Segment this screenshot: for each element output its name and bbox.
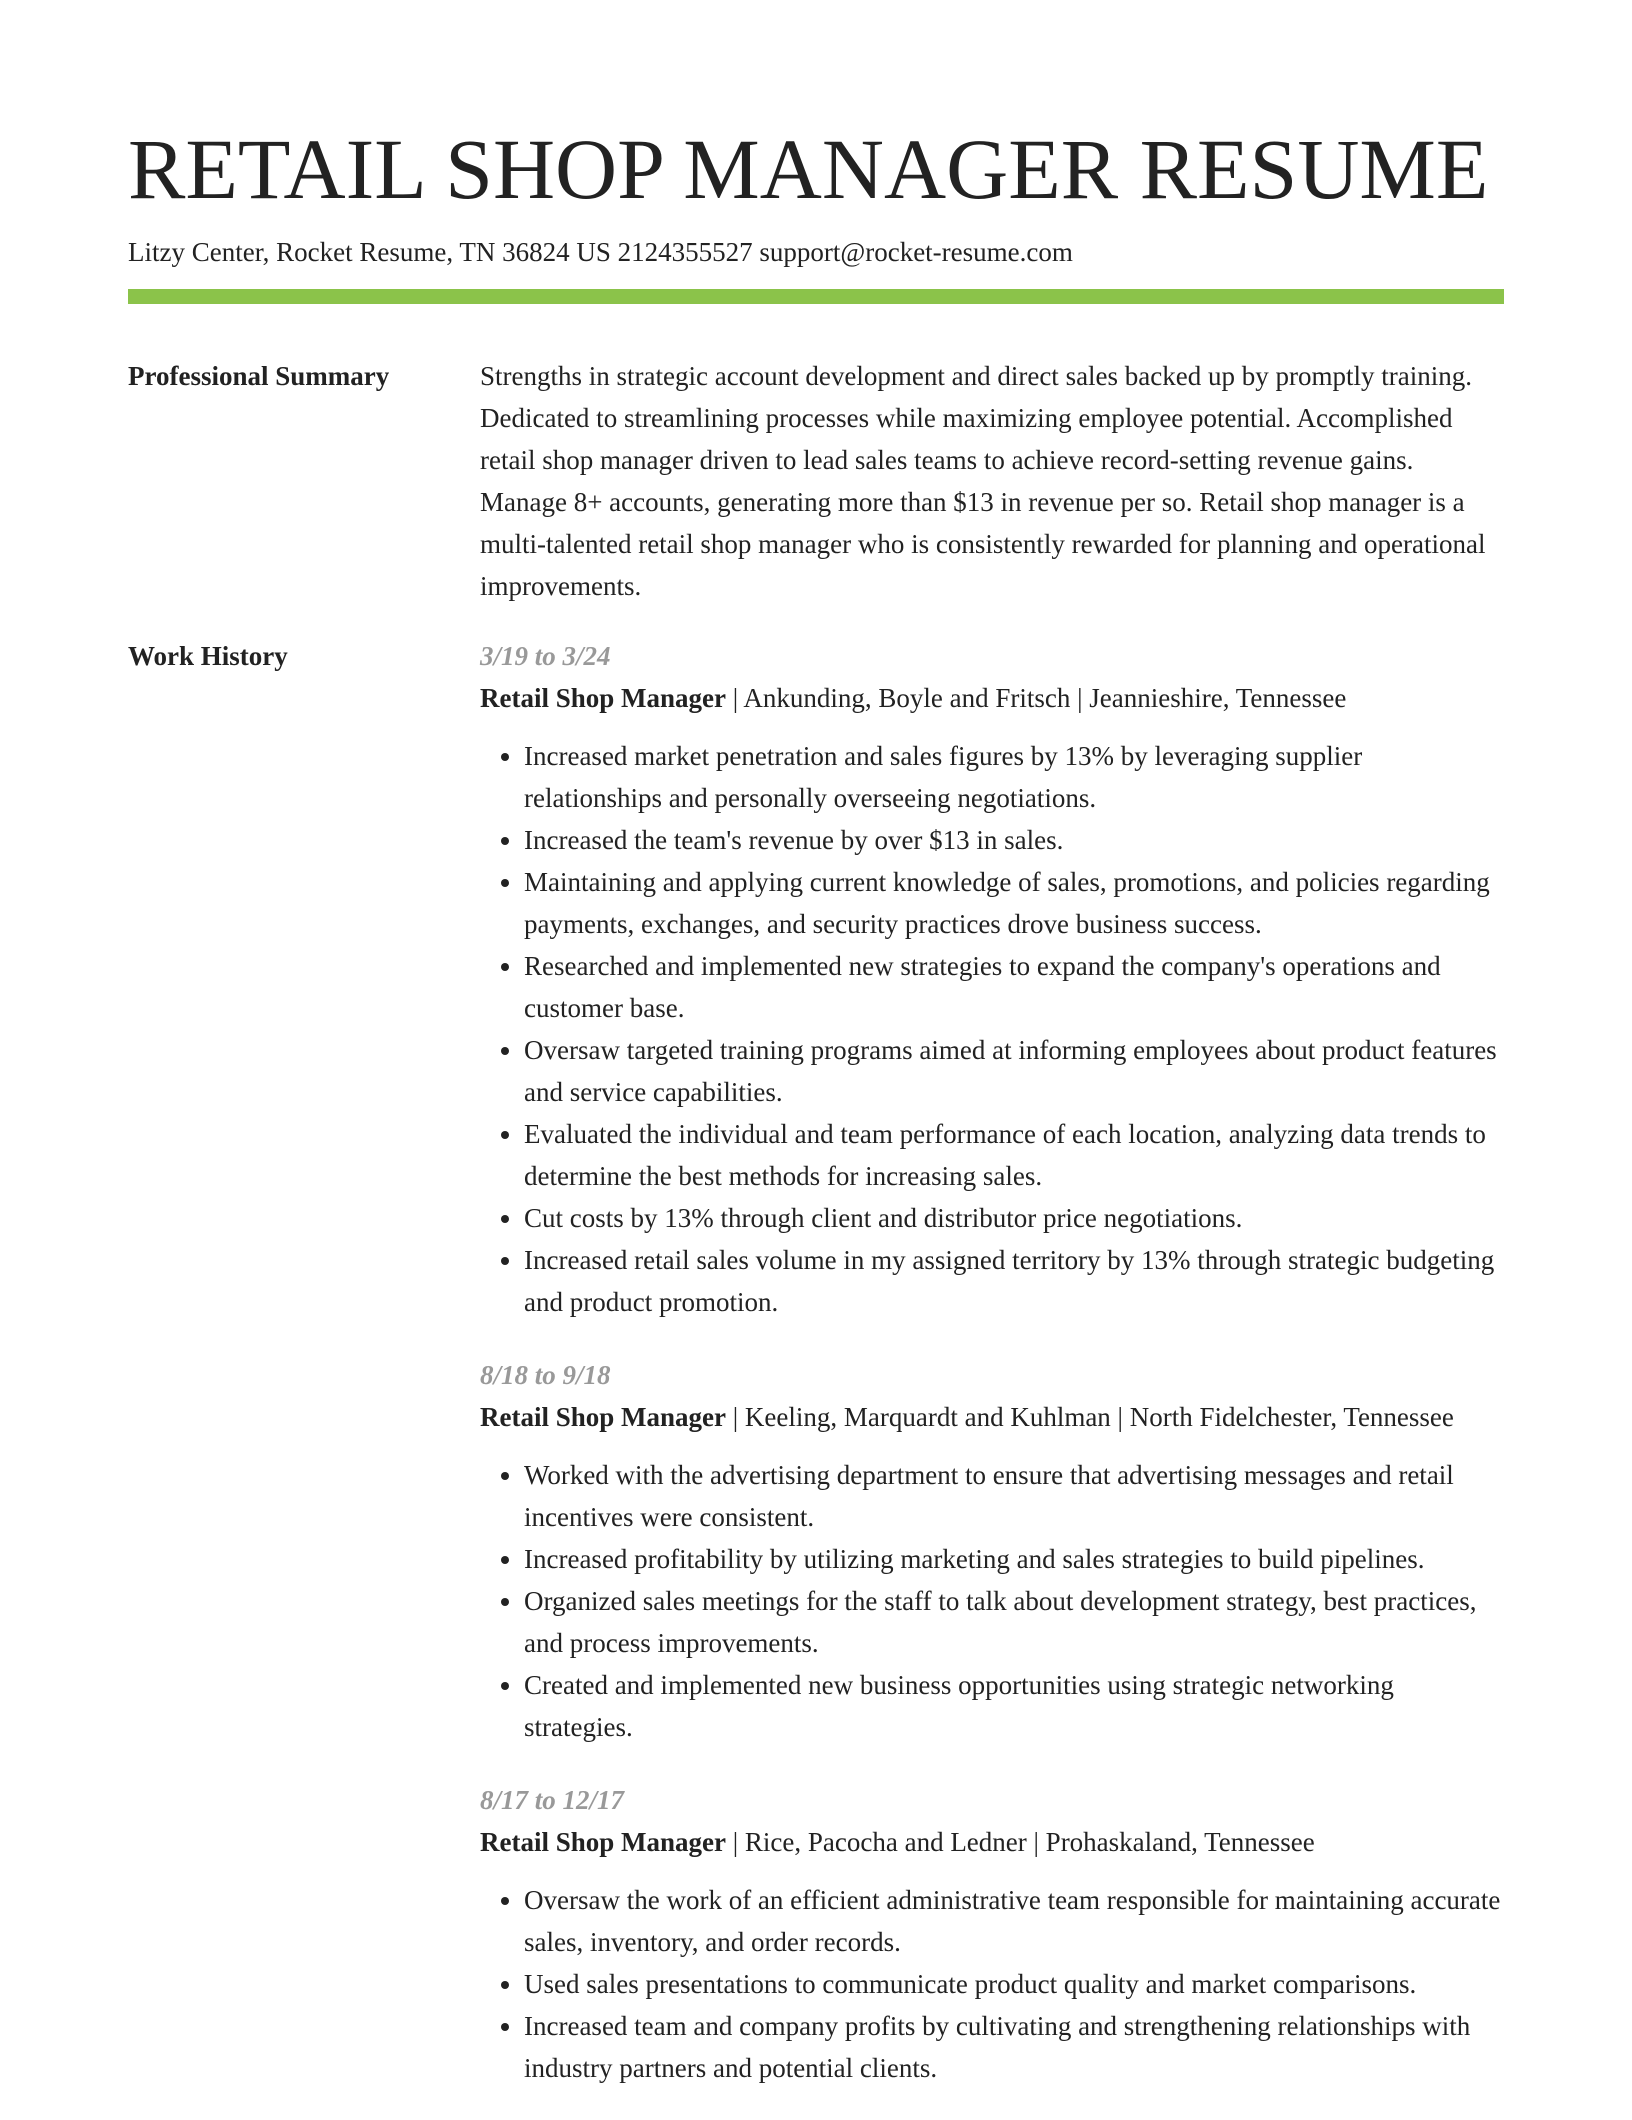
job-bullet: • Increased team and company profits by cultivating and strengthening relationships with industry partners and potential clients. (524, 2005, 1504, 2089)
job-employer-location: | Ankunding, Boyle and Fritsch | Jeannieshire, Tennessee (726, 683, 1347, 713)
job-bullet-list (480, 735, 1504, 1323)
work-history-heading: Work History (128, 641, 288, 671)
summary-heading: Professional Summary (128, 361, 390, 391)
job-bullet: • Evaluated the individual and team performance of each location, analyzing data trends to determine the best methods for increasing sales. (524, 1113, 1504, 1197)
job-employer-location: | Rice, Pacocha and Ledner | Prohaskaland, Tennessee (726, 1827, 1315, 1857)
job-entry (480, 1779, 1504, 2089)
job-bullet: • Created and implemented new business opportunities using strategic networking strategies. (524, 1664, 1504, 1748)
summary-section (128, 355, 1504, 607)
job-employer-location: | Keeling, Marquardt and Kuhlman | North Fidelchester, Tennessee (726, 1402, 1454, 1432)
job-entry (480, 1354, 1504, 1748)
work-history-body (480, 635, 1504, 2120)
job-bullet: • Increased retail sales volume in my assigned territory by 13% through strategic budgeting and product promotion. (524, 1239, 1504, 1323)
job-bullet: • Researched and implemented new strategies to expand the company's operations and customer base. (524, 945, 1504, 1029)
job-title: Retail Shop Manager (480, 1827, 726, 1857)
work-history-section (128, 635, 1504, 2120)
job-dates: 3/19 to 3/24 (480, 641, 611, 671)
summary-body (480, 355, 1504, 607)
job-bullet: • Maintaining and applying current knowledge of sales, promotions, and policies regarding payments, exchanges, and security practices drove business success. (524, 861, 1504, 945)
job-bullet: • Increased market penetration and sales figures by 13% by leveraging supplier relationships and personally overseeing negotiations. (524, 735, 1504, 819)
job-bullet: • Oversaw the work of an efficient administrative team responsible for maintaining accurate sales, inventory, and order records. (524, 1879, 1504, 1963)
job-title: Retail Shop Manager (480, 1402, 726, 1432)
job-title: Retail Shop Manager (480, 683, 726, 713)
job-title-line (480, 1821, 1504, 1863)
summary-text: Strengths in strategic account development and direct sales backed up by promptly training. Dedicated to streamlining processes while maximizing employee potential. Accomplished retail shop manager driven to lead sales teams to achieve record-setting revenue gains. Manage 8+ accounts, generating more than $13 in revenue per so. Retail shop manager is a multi-talented retail shop manager who is consistently rewarded for planning and operational improvements. (480, 361, 1486, 601)
accent-divider (128, 289, 1504, 304)
job-dates: 8/17 to 12/17 (480, 1785, 625, 1815)
job-bullet: • Worked with the advertising department to ensure that advertising messages and retail incentives were consistent. (524, 1454, 1504, 1538)
job-bullet: • Oversaw targeted training programs aimed at informing employees about product features and service capabilities. (524, 1029, 1504, 1113)
job-bullet: • Used sales presentations to communicate product quality and market comparisons. (524, 1963, 1504, 2005)
contact-line: Litzy Center, Rocket Resume, TN 36824 US 2124355527 support@rocket-resume.com (128, 237, 1073, 267)
resume-page (128, 0, 1504, 2120)
job-title-line (480, 1396, 1504, 1438)
job-bullet: • Cut costs by 13% through client and distributor price negotiations. (524, 1197, 1504, 1239)
job-bullet: • Increased the team's revenue by over $13 in sales. (524, 819, 1504, 861)
job-dates: 8/18 to 9/18 (480, 1360, 611, 1390)
job-entry (480, 635, 1504, 1323)
job-bullet-list (480, 1879, 1504, 2089)
job-bullet-list (480, 1454, 1504, 1748)
job-title-line (480, 677, 1504, 719)
job-bullet: • Organized sales meetings for the staff to talk about development strategy, best practices, and process improvements. (524, 1580, 1504, 1664)
job-bullet: • Increased profitability by utilizing marketing and sales strategies to build pipelines. (524, 1538, 1504, 1580)
resume-title: RETAIL SHOP MANAGER RESUME (128, 121, 1489, 217)
